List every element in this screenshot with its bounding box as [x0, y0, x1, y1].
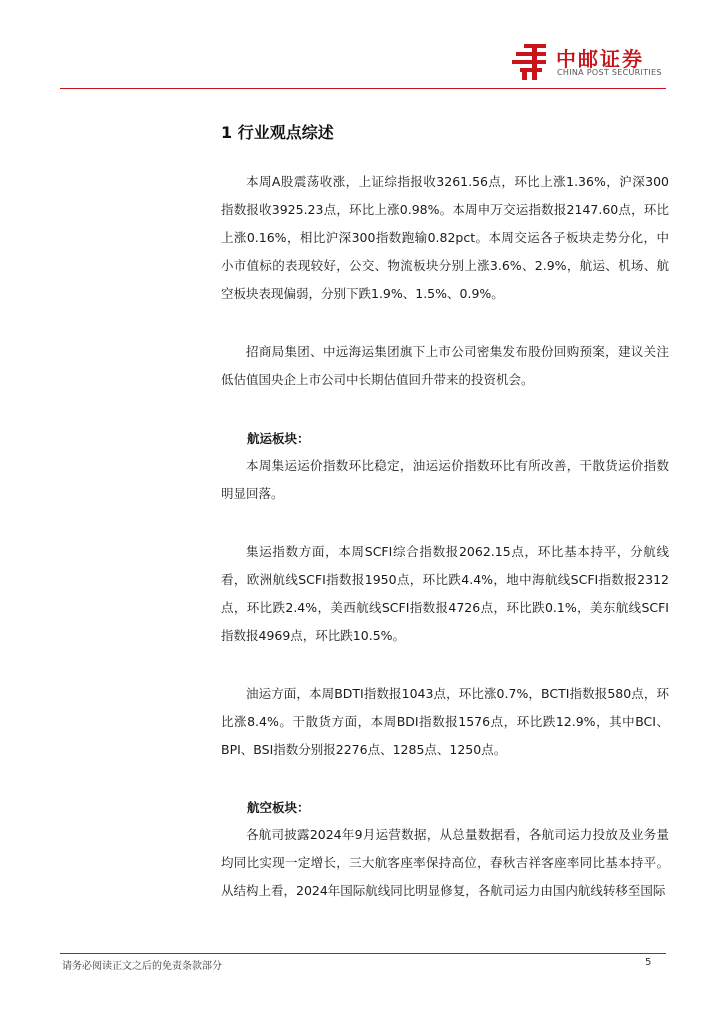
- paragraph-market-summary: 本周A股震荡收涨，上证综指报收3261.56点，环比上涨1.36%，沪深300指数报收3925.23点，环比上涨0.98%。本周申万交运指数报2147.60点，环比上涨0.16%，相比沪深300指数跑输0.82pct。本周交运各子板块走势分化，中小市值标的表现较好，公交、物流板块分别上涨3.6%、2.9%，航运、机场、航空板块表现偏弱，分别下跌1.9%、1.5%、0.9%。: [221, 174, 669, 301]
- china-post-logo-icon: [510, 42, 550, 82]
- paragraph-buyback: 招商局集团、中远海运集团旗下上市公司密集发布股份回购预案，建议关注低估值国央企上市公司中长期估值回升带来的投资机会。: [221, 344, 669, 387]
- footer-divider: [60, 953, 666, 954]
- paragraph-container-index: 集运指数方面，本周SCFI综合指数报2062.15点，环比基本持平，分航线看，欧洲航线SCFI指数报1950点，环比跌4.4%，地中海航线SCFI指数报2312点，环比跌2.4%，美西航线SCFI指数报4726点，环比跌0.1%，美东航线SCFI指数报4969点，环比跌10.5%。: [221, 544, 669, 643]
- paragraph-tanker-bulk: 油运方面，本周BDTI指数报1043点，环比涨0.7%，BCTI指数报580点，环比涨8.4%。干散货方面，本周BDI指数报1576点，环比跌12.9%，其中BCI、BPI、BSI指数分别报2276点、1285点、1250点。: [221, 686, 669, 757]
- section-title: 1 行业观点综述: [221, 123, 334, 142]
- footer-disclaimer: 请务必阅读正文之后的免责条款部分: [62, 961, 222, 972]
- shipping-heading: 航运板块：: [247, 431, 310, 446]
- header-divider: [60, 88, 666, 89]
- paragraph-shipping-overview: 本周集运运价指数环比稳定，油运运价指数环比有所改善，干散货运价指数明显回落。: [221, 458, 669, 501]
- page-number: 5: [645, 957, 652, 968]
- brand-name-en: CHINA POST SECURITIES: [557, 68, 662, 77]
- aviation-heading: 航空板块：: [247, 800, 310, 815]
- page-header: [0, 0, 724, 96]
- brand-name-cn: 中邮证券: [556, 47, 644, 71]
- paragraph-aviation: 各航司披露2024年9月运营数据，从总量数据看，各航司运力投放及业务量均同比实现一定增长，三大航客座率保持高位，春秋吉祥客座率同比基本持平。从结构上看，2024年国际航线同比明显修复，各航司运力由国内航线转移至国际: [221, 827, 669, 898]
